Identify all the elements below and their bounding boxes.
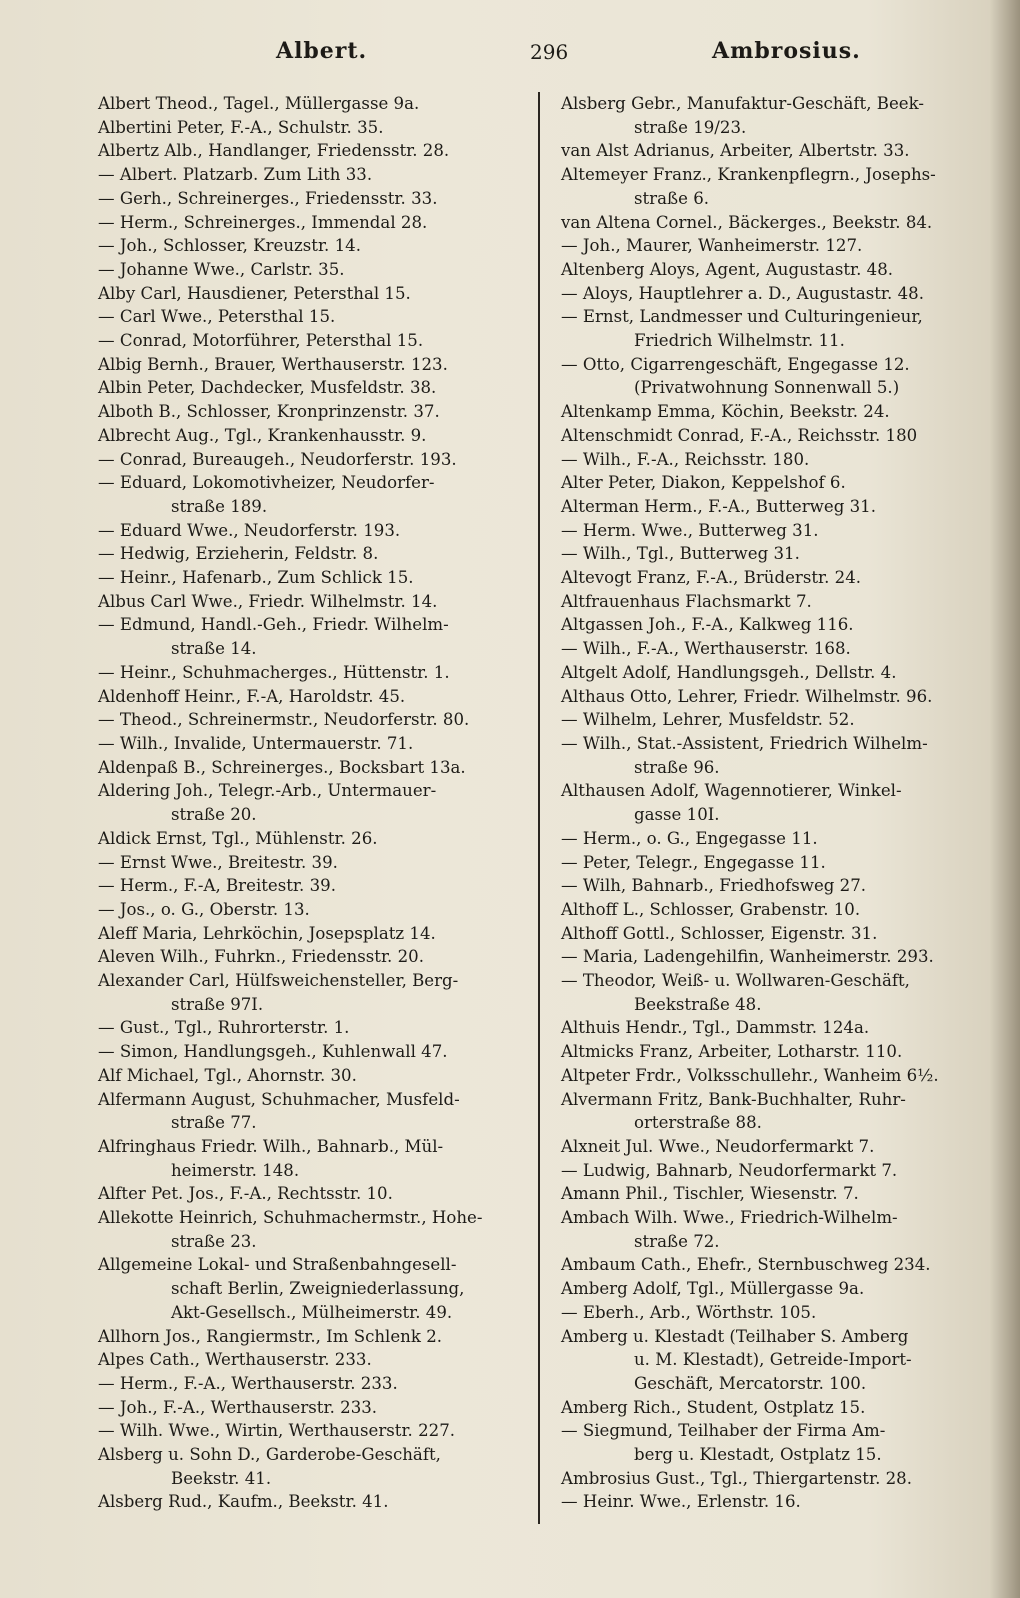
entry-continuation: straße 14. <box>171 639 257 659</box>
directory-entry <box>561 732 1001 779</box>
directory-entry <box>561 1490 1001 1514</box>
directory-entry <box>561 1301 1001 1325</box>
directory-entry <box>98 661 528 685</box>
directory-entry <box>561 282 1001 306</box>
entry-line: Altenschmidt Conrad, F.-A., Reichsstr. 180 <box>561 425 918 445</box>
entry-line: Alpes Cath., Werthauserstr. 233. <box>98 1350 372 1370</box>
directory-entry <box>98 448 528 472</box>
entry-continuation: straße 97I. <box>171 994 264 1014</box>
entry-line: — Siegmund, Teilhaber der Firma Am- <box>561 1421 886 1441</box>
entry-line: Aldenpaß B., Schreinerges., Bocksbart 13a. <box>98 757 466 777</box>
entry-line: — Joh., Schlosser, Kreuzstr. 14. <box>98 236 361 256</box>
entry-line: Alvermann Fritz, Bank-Buchhalter, Ruhr- <box>561 1089 906 1109</box>
entry-line: — Ernst Wwe., Breitestr. 39. <box>98 852 338 872</box>
entry-line: Alsberg Rud., Kaufm., Beekstr. 41. <box>98 1492 389 1512</box>
directory-entry <box>561 211 1001 235</box>
entry-line: — Herm., Schreinerges., Immendal 28. <box>98 212 428 232</box>
directory-entry <box>98 1088 528 1135</box>
directory-entry <box>561 1467 1001 1491</box>
directory-entry <box>561 827 1001 851</box>
entry-line: Amberg Adolf, Tgl., Müllergasse 9a. <box>561 1279 865 1299</box>
entry-line: Albin Peter, Dachdecker, Musfeldstr. 38. <box>98 378 437 398</box>
directory-entry <box>561 258 1001 282</box>
entry-line: Alby Carl, Hausdiener, Petersthal 15. <box>98 283 411 303</box>
left-column <box>98 92 528 1514</box>
entry-line: Alexander Carl, Hülfsweichensteller, Berg- <box>98 971 459 991</box>
entry-line: Albertz Alb., Handlanger, Friedensstr. 28. <box>98 141 450 161</box>
entry-line: — Gerh., Schreinerges., Friedensstr. 33. <box>98 188 438 208</box>
directory-entry <box>561 685 1001 709</box>
entry-line: — Conrad, Bureaugeh., Neudorferstr. 193. <box>98 449 457 469</box>
directory-entry <box>98 1443 528 1490</box>
entry-line: Alsberg Gebr., Manufaktur-Geschäft, Beek- <box>561 94 924 113</box>
entry-line: — Maria, Ladengehilfin, Wanheimerstr. 293. <box>561 947 934 967</box>
page-header <box>0 38 1020 78</box>
directory-entry <box>561 353 1001 400</box>
directory-entry <box>98 92 528 116</box>
directory-entry <box>561 945 1001 969</box>
entry-line: — Gust., Tgl., Ruhrorterstr. 1. <box>98 1018 350 1038</box>
directory-entry <box>561 566 1001 590</box>
directory-entry <box>561 519 1001 543</box>
entry-line: Alxneit Jul. Wwe., Neudorfermarkt 7. <box>561 1136 875 1156</box>
entry-line: Aldenhoff Heinr., F.-A, Haroldstr. 45. <box>98 686 406 706</box>
entry-line: Aldering Joh., Telegr.-Arb., Untermauer- <box>98 781 437 801</box>
directory-entry <box>98 1396 528 1420</box>
directory-entry <box>98 329 528 353</box>
entry-line: Ambrosius Gust., Tgl., Thiergartenstr. 28. <box>561 1468 913 1488</box>
directory-entry <box>561 874 1001 898</box>
directory-entry <box>561 1135 1001 1159</box>
entry-line: Albert Theod., Tagel., Müllergasse 9a. <box>98 94 420 113</box>
entry-line: — Conrad, Motorführer, Petersthal 15. <box>98 331 424 351</box>
entry-line: Altenkamp Emma, Köchin, Beekstr. 24. <box>561 402 890 422</box>
entry-line: Aldick Ernst, Tgl., Mühlenstr. 26. <box>98 828 378 848</box>
directory-entry <box>98 258 528 282</box>
entry-continuation: straße 6. <box>634 188 710 208</box>
entry-line: — Peter, Telegr., Engegasse 11. <box>561 852 826 872</box>
directory-entry <box>98 922 528 946</box>
entry-continuation: Friedrich Wilhelmstr. 11. <box>634 331 845 351</box>
entry-line: Althausen Adolf, Wagennotierer, Winkel- <box>561 781 902 801</box>
entry-continuation: Geschäft, Mercatorstr. 100. <box>634 1373 867 1393</box>
directory-entry <box>98 305 528 329</box>
directory-entry <box>98 756 528 780</box>
entry-line: — Herm., F.-A., Werthauserstr. 233. <box>98 1373 398 1393</box>
directory-entry <box>561 424 1001 448</box>
entry-line: Altenberg Aloys, Agent, Augustastr. 48. <box>561 259 894 279</box>
entry-line: Amberg u. Klestadt (Teilhaber S. Amberg <box>561 1326 909 1346</box>
directory-entry <box>98 851 528 875</box>
entry-continuation: schaft Berlin, Zweigniederlassung, <box>171 1279 465 1299</box>
entry-line: Althoff L., Schlosser, Grabenstr. 10. <box>561 899 861 919</box>
directory-entry <box>98 1348 528 1372</box>
directory-entry <box>98 1182 528 1206</box>
directory-entry <box>98 282 528 306</box>
entry-line: — Heinr. Wwe., Erlenstr. 16. <box>561 1492 801 1512</box>
entry-continuation: heimerstr. 148. <box>171 1160 300 1180</box>
directory-entry <box>561 590 1001 614</box>
entry-line: — Wilh., F.-A., Reichsstr. 180. <box>561 449 810 469</box>
directory-entry <box>98 163 528 187</box>
entry-line: Alter Peter, Diakon, Keppelshof 6. <box>561 473 846 493</box>
entry-line: Alfermann August, Schuhmacher, Musfeld- <box>98 1089 460 1109</box>
directory-entry <box>98 353 528 377</box>
entry-line: — Simon, Handlungsgeh., Kuhlenwall 47. <box>98 1042 448 1062</box>
entry-line: Aleff Maria, Lehrköchin, Josepsplatz 14. <box>98 923 436 943</box>
directory-entry <box>561 898 1001 922</box>
directory-entry <box>561 471 1001 495</box>
directory-entry <box>561 922 1001 946</box>
entry-line: — Herm., F.-A, Breitestr. 39. <box>98 876 336 896</box>
directory-entry <box>98 1135 528 1182</box>
directory-entry <box>98 234 528 258</box>
entry-line: — Heinr., Hafenarb., Zum Schlick 15. <box>98 568 414 588</box>
directory-entry <box>561 1040 1001 1064</box>
entry-line: Amberg Rich., Student, Ostplatz 15. <box>561 1397 866 1417</box>
entry-line: — Joh., Maurer, Wanheimerstr. 127. <box>561 236 863 256</box>
directory-entry <box>561 400 1001 424</box>
entry-line: Althuis Hendr., Tgl., Dammstr. 124a. <box>561 1018 870 1038</box>
entry-line: van Alst Adrianus, Arbeiter, Albertstr. 33. <box>561 141 910 161</box>
directory-entry <box>561 851 1001 875</box>
column-divider <box>538 92 540 1524</box>
entry-line: Alfter Pet. Jos., F.-A., Rechtsstr. 10. <box>98 1184 393 1204</box>
entry-continuation: orterstraße 88. <box>634 1113 762 1133</box>
entry-line: Ambaum Cath., Ehefr., Sternbuschweg 234. <box>561 1255 931 1275</box>
directory-entry <box>98 519 528 543</box>
entry-continuation: berg u. Klestadt, Ostplatz 15. <box>634 1445 882 1465</box>
header-left-keyword: Albert. <box>276 38 368 64</box>
entry-line: van Altena Cornel., Bäckerges., Beekstr. 84. <box>561 212 933 232</box>
directory-entry <box>98 1206 528 1253</box>
directory-entry <box>561 969 1001 1016</box>
entry-line: — Wilh., F.-A., Werthauserstr. 168. <box>561 639 851 659</box>
directory-entry <box>561 613 1001 637</box>
directory-entry <box>98 139 528 163</box>
directory-entry <box>561 637 1001 661</box>
directory-entry <box>98 1040 528 1064</box>
directory-entry <box>98 116 528 140</box>
entry-line: Albig Bernh., Brauer, Werthauserstr. 123. <box>98 354 448 374</box>
page-number: 296 <box>530 40 569 64</box>
directory-entry <box>98 613 528 660</box>
directory-entry <box>561 1016 1001 1040</box>
header-right-keyword: Ambrosius. <box>712 38 861 64</box>
directory-entry <box>561 305 1001 352</box>
directory-entry <box>561 139 1001 163</box>
directory-entry <box>561 1396 1001 1420</box>
directory-entry <box>98 471 528 518</box>
directory-entry <box>561 779 1001 826</box>
entry-line: — Otto, Cigarrengeschäft, Engegasse 12. <box>561 354 910 374</box>
entry-line: Allgemeine Lokal- und Straßenbahngesell- <box>98 1255 457 1275</box>
entry-line: Aleven Wilh., Fuhrkn., Friedensstr. 20. <box>98 947 424 967</box>
entry-line: — Eduard, Lokomotivheizer, Neudorfer- <box>98 473 435 493</box>
entry-line: — Ludwig, Bahnarb, Neudorfermarkt 7. <box>561 1160 898 1180</box>
directory-entry <box>98 1372 528 1396</box>
directory-entry <box>98 400 528 424</box>
directory-entry <box>98 732 528 756</box>
directory-entry <box>98 376 528 400</box>
directory-entry <box>98 590 528 614</box>
entry-line: Amann Phil., Tischler, Wiesenstr. 7. <box>561 1184 859 1204</box>
directory-entry <box>98 1253 528 1324</box>
entry-line: — Eberh., Arb., Wörthstr. 105. <box>561 1302 817 1322</box>
entry-line: Althoff Gottl., Schlosser, Eigenstr. 31. <box>561 923 878 943</box>
entry-line: — Heinr., Schuhmacherges., Hüttenstr. 1. <box>98 662 450 682</box>
entry-line: — Albert. Platzarb. Zum Lith 33. <box>98 165 373 185</box>
directory-entry <box>561 1159 1001 1183</box>
entry-line: Allhorn Jos., Rangiermstr., Im Schlenk 2. <box>98 1326 443 1346</box>
entry-line: Altevogt Franz, F.-A., Brüderstr. 24. <box>561 568 862 588</box>
entry-continuation: (Privatwohnung Sonnenwall 5.) <box>634 378 900 398</box>
entry-continuation: gasse 10I. <box>634 805 720 825</box>
entry-continuation: Beekstraße 48. <box>634 994 762 1014</box>
directory-entry <box>98 1325 528 1349</box>
entry-line: Alsberg u. Sohn D., Garderobe-Geschäft, <box>98 1445 441 1465</box>
directory-entry <box>561 1182 1001 1206</box>
entry-line: Altmicks Franz, Arbeiter, Lotharstr. 110. <box>561 1042 903 1062</box>
directory-entry <box>98 874 528 898</box>
entry-line: Albus Carl Wwe., Friedr. Wilhelmstr. 14. <box>98 591 438 611</box>
directory-entry <box>561 708 1001 732</box>
entry-continuation: straße 77. <box>171 1113 257 1133</box>
entry-line: — Edmund, Handl.-Geh., Friedr. Wilhelm- <box>98 615 449 635</box>
directory-entry <box>98 1064 528 1088</box>
directory-entry <box>561 92 1001 139</box>
entry-line: Albertini Peter, F.-A., Schulstr. 35. <box>98 117 384 137</box>
entry-continuation: straße 96. <box>634 757 720 777</box>
directory-entry <box>98 211 528 235</box>
entry-line: — Herm. Wwe., Butterweg 31. <box>561 520 819 540</box>
entry-line: Ambach Wilh. Wwe., Friedrich-Wilhelm- <box>561 1208 898 1228</box>
entry-line: — Wilh., Tgl., Butterweg 31. <box>561 544 800 564</box>
entry-line: — Wilh, Bahnarb., Friedhofsweg 27. <box>561 876 867 896</box>
directory-entry <box>561 234 1001 258</box>
directory-entry <box>98 945 528 969</box>
directory-entry <box>98 1016 528 1040</box>
entry-line: — Wilh. Wwe., Wirtin, Werthauserstr. 227. <box>98 1421 456 1441</box>
directory-entry <box>98 685 528 709</box>
directory-entry <box>561 495 1001 519</box>
directory-entry <box>561 1419 1001 1466</box>
directory-entry <box>98 779 528 826</box>
directory-entry <box>561 1253 1001 1277</box>
entry-line: — Wilh., Invalide, Untermauerstr. 71. <box>98 733 414 753</box>
entry-line: — Theod., Schreinermstr., Neudorferstr. 80. <box>98 710 470 730</box>
directory-entry <box>98 969 528 1016</box>
directory-entry <box>98 566 528 590</box>
directory-entry <box>98 1490 528 1514</box>
directory-entry <box>561 1206 1001 1253</box>
entry-line: — Eduard Wwe., Neudorferstr. 193. <box>98 520 401 540</box>
directory-entry <box>98 708 528 732</box>
entry-line: Althaus Otto, Lehrer, Friedr. Wilhelmstr. 96. <box>561 686 933 706</box>
entry-continuation: straße 20. <box>171 805 257 825</box>
directory-entry <box>98 187 528 211</box>
entry-line: — Herm., o. G., Engegasse 11. <box>561 828 818 848</box>
entry-line: Altfrauenhaus Flachsmarkt 7. <box>561 591 812 611</box>
entry-line: Altpeter Frdr., Volksschullehr., Wanheim 6½. <box>561 1065 939 1085</box>
entry-line: — Wilh., Stat.-Assistent, Friedrich Wilhelm- <box>561 733 928 753</box>
entry-continuation: Akt-Gesellsch., Mülheimerstr. 49. <box>171 1302 453 1322</box>
entry-line: — Joh., F.-A., Werthauserstr. 233. <box>98 1397 378 1417</box>
directory-entry <box>561 1064 1001 1088</box>
directory-entry <box>561 163 1001 210</box>
entry-line: — Ernst, Landmesser und Culturingenieur, <box>561 307 923 327</box>
entry-line: Altgelt Adolf, Handlungsgeh., Dellstr. 4. <box>561 662 897 682</box>
entry-continuation: straße 72. <box>634 1231 720 1251</box>
entry-line: Alf Michael, Tgl., Ahornstr. 30. <box>98 1065 357 1085</box>
directory-entry <box>561 1088 1001 1135</box>
directory-entry <box>98 827 528 851</box>
entry-continuation: Beekstr. 41. <box>171 1468 272 1488</box>
directory-entry <box>98 898 528 922</box>
directory-entry <box>98 424 528 448</box>
entry-continuation: u. M. Klestadt), Getreide-Import- <box>634 1350 912 1370</box>
entry-line: Allekotte Heinrich, Schuhmachermstr., Hohe- <box>98 1208 483 1228</box>
entry-line: Albrecht Aug., Tgl., Krankenhausstr. 9. <box>98 425 427 445</box>
entry-continuation: straße 189. <box>171 496 268 516</box>
directory-entry <box>561 1325 1001 1396</box>
entry-line: Alfringhaus Friedr. Wilh., Bahnarb., Mül- <box>98 1136 444 1156</box>
entry-line: — Aloys, Hauptlehrer a. D., Augustastr. 48. <box>561 283 924 303</box>
entry-line: — Theodor, Weiß- u. Wollwaren-Geschäft, <box>561 971 910 991</box>
entry-line: Altgassen Joh., F.-A., Kalkweg 116. <box>561 615 854 635</box>
entry-line: — Wilhelm, Lehrer, Musfeldstr. 52. <box>561 710 855 730</box>
entry-line: — Hedwig, Erzieherin, Feldstr. 8. <box>98 544 379 564</box>
entry-line: Altemeyer Franz., Krankenpflegrn., Josephs- <box>561 165 936 185</box>
directory-entry <box>561 448 1001 472</box>
entry-continuation: straße 23. <box>171 1231 257 1251</box>
entry-continuation: straße 19/23. <box>634 117 747 137</box>
entry-line: — Carl Wwe., Petersthal 15. <box>98 307 336 327</box>
directory-entry <box>561 542 1001 566</box>
directory-entry <box>98 542 528 566</box>
directory-entry <box>561 1277 1001 1301</box>
right-column <box>561 92 1001 1514</box>
entry-line: Alboth B., Schlosser, Kronprinzenstr. 37. <box>98 402 440 422</box>
entry-line: Alterman Herm., F.-A., Butterweg 31. <box>561 496 876 516</box>
entry-line: — Jos., o. G., Oberstr. 13. <box>98 899 310 919</box>
entry-line: — Johanne Wwe., Carlstr. 35. <box>98 259 345 279</box>
directory-entry <box>98 1419 528 1443</box>
directory-entry <box>561 661 1001 685</box>
